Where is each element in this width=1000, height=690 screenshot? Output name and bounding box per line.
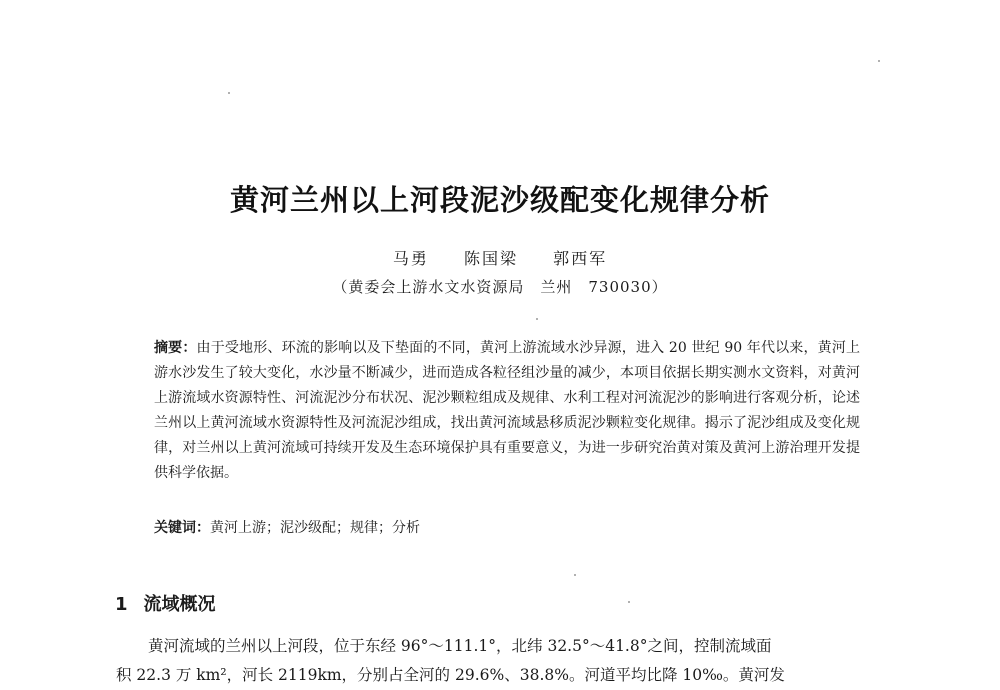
keywords-label: 关键词：: [154, 520, 210, 536]
body-line: 积 22.3 万 km²，河长 2119km，分别占全河的 29.6%、38.8%。河道平均比降 10‰。黄河发: [116, 666, 785, 684]
scan-speck: [628, 601, 630, 603]
paper-title: 黄河兰州以上河段泥沙级配变化规律分析: [229, 183, 770, 217]
author-name: 马勇: [392, 249, 429, 268]
author-name: 郭西军: [553, 249, 608, 268]
body-line: 黄河流域的兰州以上河段，位于东经 96°～111.1°，北纬 32.5°～41.8°之间，控制流域面: [148, 637, 772, 655]
body-paragraph: [116, 632, 898, 690]
abstract: [154, 336, 860, 486]
section-number: 1: [115, 594, 128, 615]
abstract-text: 由于受地形、环流的影响以及下垫面的不同，黄河上游流域水沙异源，进入 20 世纪 90 年代以来，黄河上游水沙发生了较大变化，水沙量不断减少，进而造成各粒径组沙量的减少，本项目依据长期实测水文资料，对黄河上游流域水资源特性、河流泥沙分布状况、泥沙颗粒组成及规律、水利工程对河流泥沙的影响进行客观分析，论述兰州以上黄河流域水资源特性及河流泥沙组成，找出黄河流域悬移质泥沙颗粒变化规律。揭示了泥沙组成及变化规律，对兰州以上黄河流域可持续开发及生态环境保护具有重要意义，为进一步研究治黄对策及黄河上游治理开发提供科学依据。: [154, 340, 860, 481]
keywords-text: 黄河上游；泥沙级配；规律；分析: [210, 520, 420, 536]
author-list: [0, 246, 1000, 269]
section-heading: [115, 590, 216, 616]
keywords: [154, 516, 860, 541]
scan-speck: [536, 318, 538, 320]
abstract-label: 摘要：: [154, 340, 197, 356]
scan-speck: [878, 60, 880, 62]
section-title: 流域概况: [143, 594, 216, 615]
author-affiliation: （黄委会上游水文水资源局 兰州 730030）: [332, 278, 668, 296]
scan-speck: [228, 92, 230, 94]
scan-speck: [574, 574, 576, 576]
author-name: 陈国梁: [463, 249, 518, 268]
